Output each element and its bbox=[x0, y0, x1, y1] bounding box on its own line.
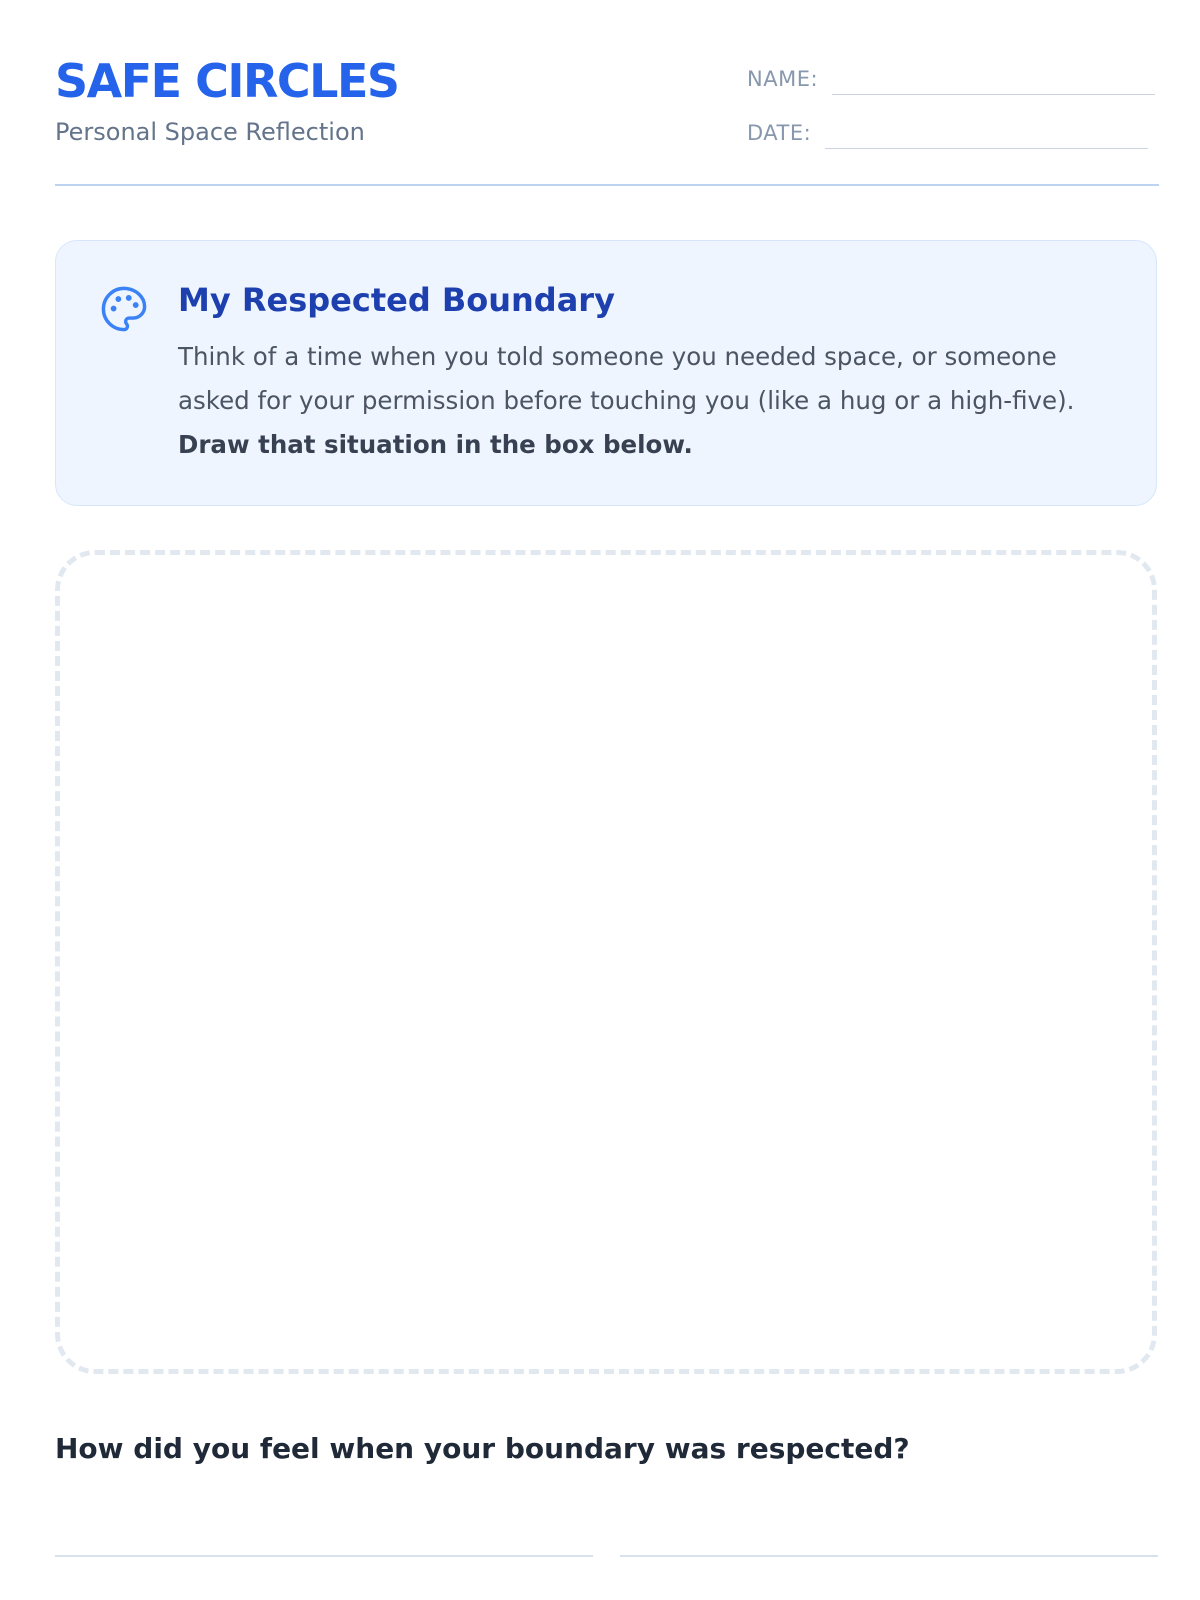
prompt-instructions bbox=[178, 335, 1118, 467]
drawing-area[interactable] bbox=[55, 550, 1157, 1374]
name-label: NAME: bbox=[747, 67, 819, 91]
prompt-text: Think of a time when you told someone you needed space, or someone asked for your permission before touching you (like a hug or a high-five). bbox=[178, 342, 1075, 415]
date-label: DATE: bbox=[747, 121, 812, 145]
answer-line[interactable] bbox=[620, 1555, 1158, 1557]
prompt-card bbox=[55, 240, 1157, 506]
page-title: SAFE CIRCLES bbox=[55, 54, 399, 108]
name-field bbox=[747, 66, 1155, 95]
reflection-question: How did you feel when your boundary was respected? bbox=[55, 1432, 910, 1465]
date-blank-line[interactable] bbox=[825, 120, 1148, 149]
worksheet-header bbox=[55, 52, 1159, 186]
prompt-text-emphasis: Draw that situation in the box below. bbox=[178, 430, 693, 459]
answer-line[interactable] bbox=[55, 1555, 593, 1557]
prompt-title: My Respected Boundary bbox=[178, 281, 615, 319]
date-field bbox=[747, 120, 1148, 149]
page-subtitle: Personal Space Reflection bbox=[55, 118, 365, 146]
name-blank-line[interactable] bbox=[832, 66, 1155, 95]
palette-icon bbox=[98, 283, 150, 335]
